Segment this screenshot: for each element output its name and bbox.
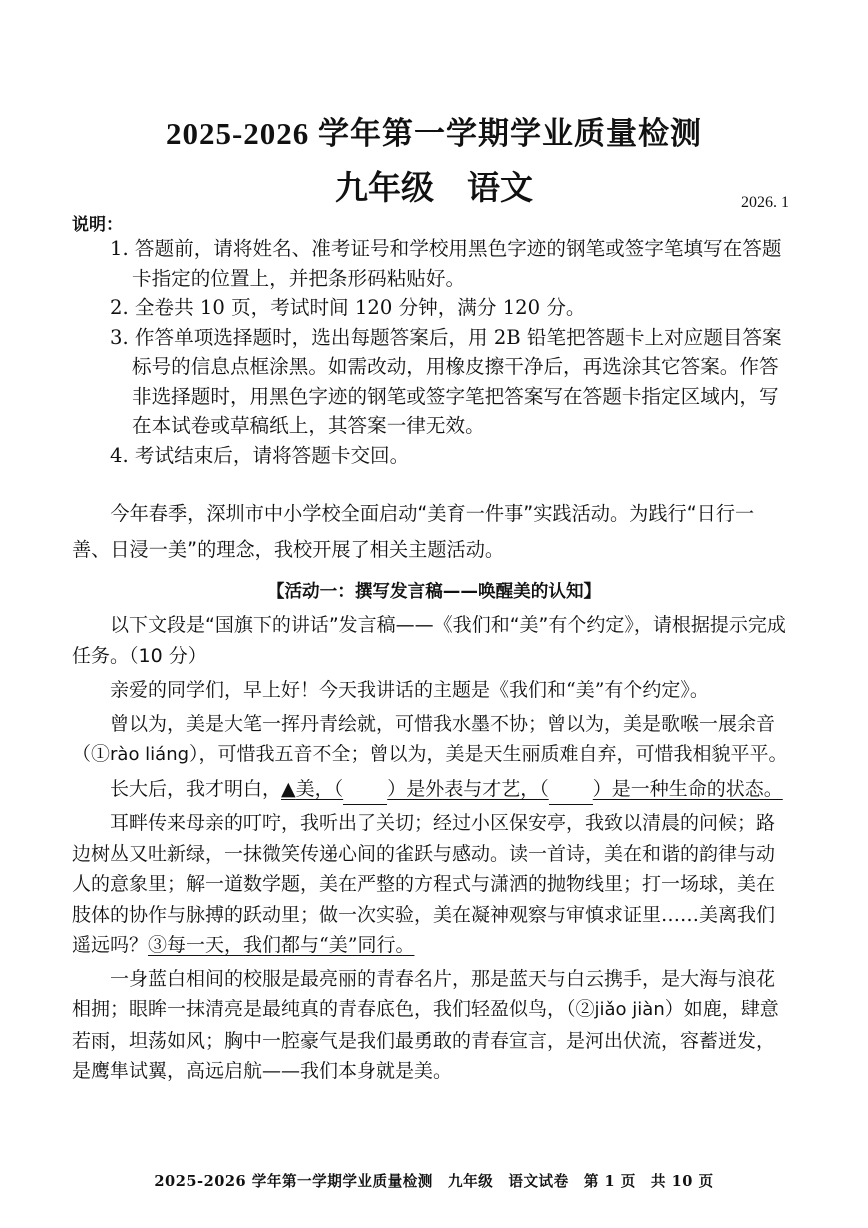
speech-paragraph bbox=[72, 964, 790, 1087]
exam-date: 2026. 1 bbox=[741, 194, 789, 211]
exam-subtitle: 九年级 语文 bbox=[335, 171, 533, 207]
speech-text: 耳畔传来母亲的叮咛，我听出了关切；经过小区保安亭，我致以清晨的问候；路边树丛又吐新绿，一抹微笑传递心间的雀跃与感动。读一首诗，美在和谐的韵律与动人的意象里；解一道数学题，美在严整的方程式与潇洒的抛物线里；打一场球，美在肢体的协作与脉搏的跃动里；做一次实验，美在凝神观察与审慎求证里……美离我们遥远吗？ bbox=[72, 812, 776, 956]
speech-text: ）是一种生命的状态。 bbox=[592, 777, 783, 800]
speech-passage bbox=[72, 675, 790, 1090]
fill-in-sentence bbox=[281, 778, 783, 800]
speech-text: 曾以为，美是大笔一挥丹青绘就，可惜我水墨不协；曾以为，美是歌喉一展余音（① bbox=[72, 712, 776, 765]
task-instructions: 以下文段是“国旗下的讲话”发言稿——《我们和“美”有个约定》，请根据提示完成任务。（10 分） bbox=[72, 614, 786, 667]
underlined-sentence: ③每一天，我们都与“美”同行。 bbox=[148, 934, 415, 956]
page-footer: 2025-2026 学年第一学期学业质量检测 九年级 语文试卷 第 1 页 共 10 页 bbox=[154, 1173, 714, 1190]
notes-heading: 说明： bbox=[72, 215, 123, 235]
notes-list bbox=[110, 234, 790, 470]
answer-blank bbox=[549, 774, 593, 806]
triangle-marker-icon: ▲ bbox=[281, 777, 296, 800]
speech-paragraph: 亲爱的同学们，早上好！今天我讲话的主题是《我们和“美”有个约定》。 bbox=[110, 679, 709, 701]
speech-text: 美，（ bbox=[295, 777, 344, 800]
speech-text: ），可惜我五音不全；曾以为，美是天生丽质难自弃，可惜我相貌平平。 bbox=[189, 743, 788, 765]
answer-blank bbox=[343, 774, 387, 806]
pinyin-prompt: rào liáng bbox=[110, 744, 190, 765]
notes-item: 2. 全卷共 10 页，考试时间 120 分钟，满分 120 分。 bbox=[110, 296, 586, 319]
speech-text: ）是外表与才艺，（ bbox=[387, 777, 549, 800]
speech-text: 一身蓝白相间的校服是最亮丽的青春名片，那是蓝天与白云携手，是大海与浪花相拥；眼眸一抹清亮是最纯真的青春底色，我们轻盈似鸟，（② bbox=[72, 967, 776, 1020]
exam-title: 2025-2026 学年第一学期学业质量检测 bbox=[165, 116, 703, 151]
intro-paragraph: 今年春季，深圳市中小学校全面启动“美育一件事”实践活动。为践行“日行一善、日浸一美”的理念，我校开展了相关主题活动。 bbox=[72, 502, 755, 561]
notes-item: 3. 作答单项选择题时，选出每题答案后，用 2B 铅笔把答题卡上对应题目答案标号的信息点框涂黑。如需改动，用橡皮擦干净后，再选涂其它答案。作答非选择题时，用黑色字迹的钢笔或签字笔把答案写在答题卡指定区域内，写在本试卷或草稿纸上，其答案一律无效。 bbox=[110, 325, 782, 437]
speech-paragraph bbox=[72, 709, 790, 771]
notes-item: 1. 答题前，请将姓名、准考证号和学校用黑色字迹的钢笔或签字笔填写在答题卡指定的位置上，并把条形码粘贴好。 bbox=[110, 237, 782, 290]
activity-heading: 【活动一：撰写发言稿——唤醒美的认知】 bbox=[266, 582, 602, 602]
speech-text: 长大后，我才明白， bbox=[110, 777, 282, 800]
speech-paragraph bbox=[72, 808, 790, 961]
speech-paragraph bbox=[72, 774, 790, 806]
notes-item: 4. 考试结束后，请将答题卡交回。 bbox=[110, 443, 410, 467]
speech-text: ）如鹿，肆意若雨，坦荡如风；胸中一腔豪气是我们最勇敢的青春宣言，是河出伏流，容蓄迸发，是鹰隼试翼，高远启航——我们本身就是美。 bbox=[72, 998, 779, 1082]
pinyin-prompt: jiǎo jiàn bbox=[594, 999, 665, 1020]
